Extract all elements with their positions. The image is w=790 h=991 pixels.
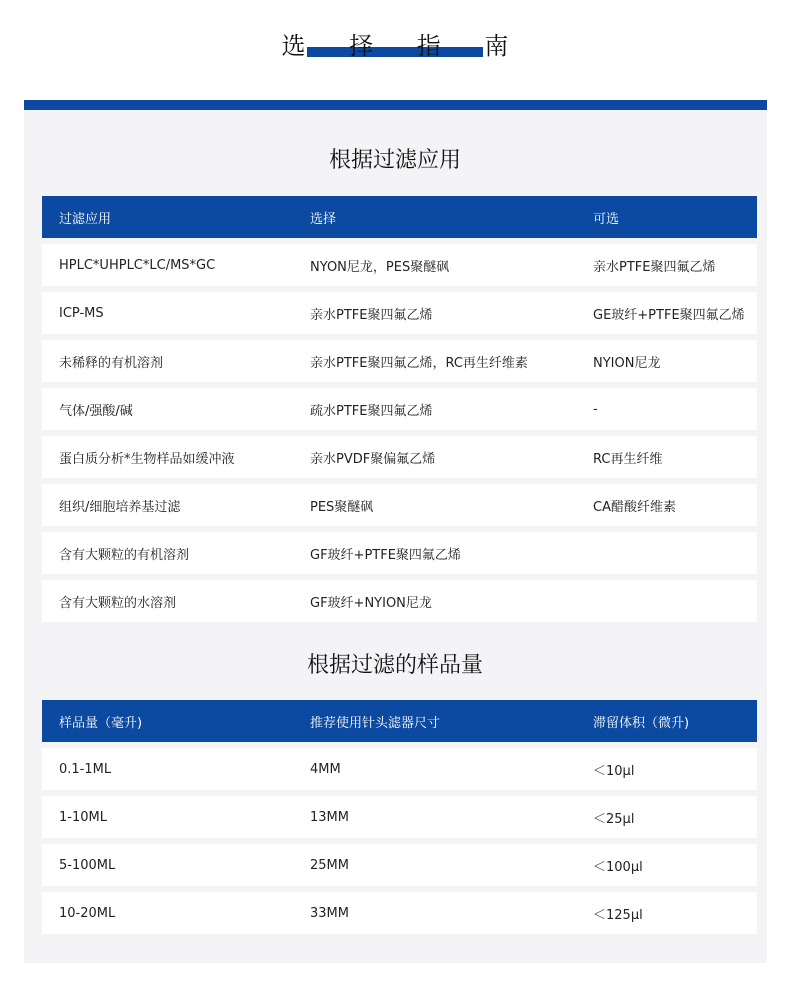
table-cell: 亲水PTFE聚四氟乙烯 (310, 307, 433, 323)
table-row (42, 244, 757, 286)
table-cell: 5-100ML (59, 857, 116, 873)
header-cell: 过滤应用 (59, 211, 112, 227)
header-cell: 滞留体积（微升) (593, 715, 690, 731)
table-cell: ＜10μl (593, 763, 635, 779)
table-cell: ＜125μl (593, 907, 643, 923)
page-title: 选 择 指 南 (281, 32, 527, 60)
header-cell: 推荐使用针头滤器尺寸 (310, 715, 441, 731)
table-row (42, 292, 757, 334)
table-row (42, 796, 757, 838)
table-header (42, 700, 757, 742)
table-cell: 蛋白质分析*生物样品如缓冲液 (59, 451, 235, 467)
section-title-application: 根据过滤应用 (328, 148, 461, 173)
table-cell: 亲水PTFE聚四氟乙烯，RC再生纤维素 (310, 355, 528, 371)
table-cell: - (593, 401, 598, 417)
table-cell: NYON尼龙，PES聚醚砜 (310, 259, 450, 275)
table-row (42, 388, 757, 430)
table-cell: 组织/细胞培养基过滤 (59, 499, 181, 515)
page-title-wrap (0, 26, 790, 61)
table-cell: 未稀释的有机溶剂 (59, 355, 164, 371)
table-cell: 疏水PTFE聚四氟乙烯 (310, 403, 433, 419)
table-cell: 4MM (310, 761, 341, 777)
table-row (42, 844, 757, 886)
header-cell: 选择 (310, 211, 337, 227)
table-cell: 亲水PTFE聚四氟乙烯 (593, 259, 716, 275)
table-cell: CA醋酸纤维素 (593, 499, 676, 515)
table-cell: ＜100μl (593, 859, 643, 875)
table-row (42, 532, 757, 574)
table-cell: 13MM (310, 809, 349, 825)
table-cell: 10-20ML (59, 905, 116, 921)
table-cell: 0.1-1ML (59, 761, 112, 777)
table-cell: RC再生纤维 (593, 451, 663, 467)
table-cell: NYION尼龙 (593, 355, 661, 371)
table-row (42, 484, 757, 526)
table-cell: 1-10ML (59, 809, 107, 825)
volume-table (42, 700, 757, 934)
header-cell: 样品量（毫升) (59, 715, 143, 731)
table-cell: 含有大颗粒的水溶剂 (59, 595, 177, 611)
table-header (42, 196, 757, 238)
table-cell: 亲水PVDF聚偏氟乙烯 (310, 451, 436, 467)
application-table (42, 196, 757, 622)
table-cell: 含有大颗粒的有机溶剂 (59, 547, 190, 563)
table-row (42, 340, 757, 382)
table-cell: 气体/强酸/碱 (59, 403, 133, 419)
table-row (42, 892, 757, 934)
table-cell: PES聚醚砜 (310, 499, 374, 515)
table-cell: ＜25μl (593, 811, 635, 827)
table-row (42, 580, 757, 622)
table-cell: 25MM (310, 857, 349, 873)
section-title-volume: 根据过滤的样品量 (306, 653, 483, 678)
table-cell: HPLC*UHPLC*LC/MS*GC (59, 257, 216, 273)
table-cell: 33MM (310, 905, 349, 921)
header-cell: 可选 (593, 211, 620, 227)
table-row (42, 748, 757, 790)
table-cell: GF玻纤+NYION尼龙 (310, 595, 432, 611)
table-cell: GF玻纤+PTFE聚四氟乙烯 (310, 547, 461, 563)
table-cell: GE玻纤+PTFE聚四氟乙烯 (593, 307, 745, 323)
top-divider (24, 100, 767, 110)
table-row (42, 436, 757, 478)
table-cell: ICP-MS (59, 305, 104, 321)
